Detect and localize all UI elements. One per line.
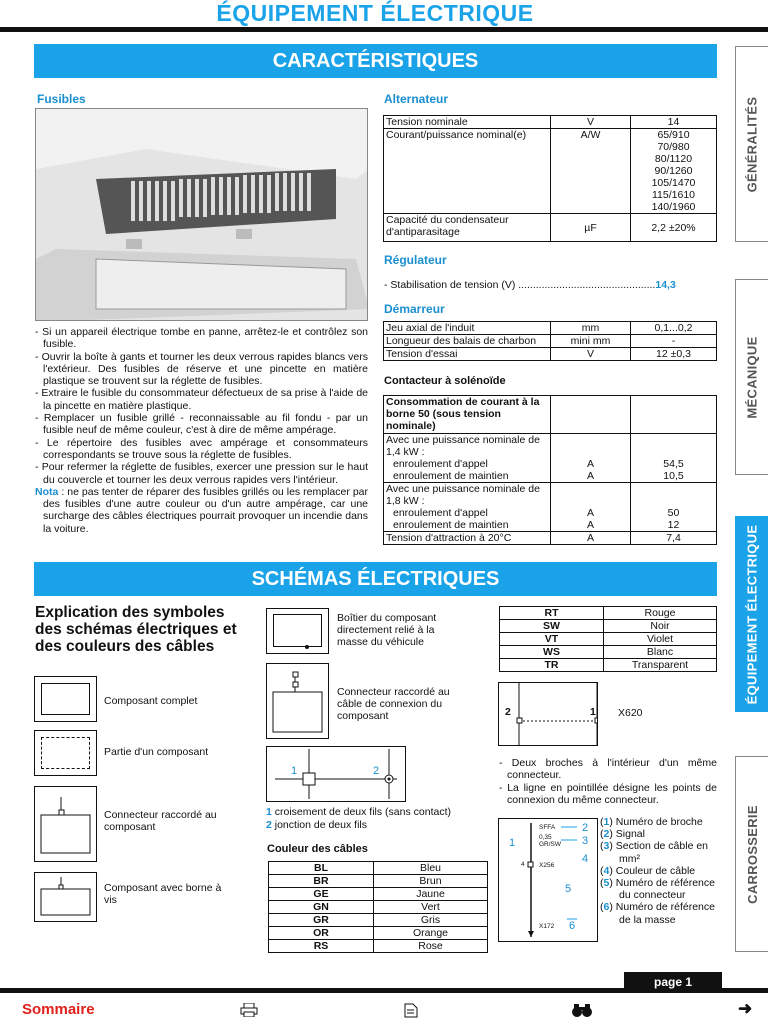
binoculars-icon-art: [571, 1002, 593, 1018]
cell-label: Tension nominale: [384, 116, 551, 129]
num: 6: [603, 901, 610, 914]
wire-crossing-art: [267, 747, 405, 801]
cell-value: [631, 483, 717, 532]
cell-label: Jeu axial de l'induit: [384, 322, 551, 335]
color-code: OR: [269, 927, 374, 940]
cell-label: [384, 434, 551, 483]
wire-spec: 0,35 GR/SW: [539, 834, 562, 848]
symbol-composant-complet: [34, 676, 97, 722]
color-name: Brun: [374, 875, 488, 888]
text: Section de câble en mm²: [615, 840, 708, 865]
unit: A: [586, 507, 594, 519]
tab-mecanique[interactable]: [735, 279, 768, 475]
table-row: [500, 620, 717, 633]
color-name: Rose: [374, 940, 488, 953]
text: Numéro de référence de la masse: [615, 901, 715, 926]
label-borne: Composant avec borne à vis: [104, 882, 222, 906]
table-row: [384, 434, 717, 483]
marker-2: 2: [373, 765, 380, 777]
table-row: [384, 214, 717, 242]
document-icon-art: [404, 1003, 418, 1018]
connector-ref: X256: [539, 862, 555, 869]
num: 2: [266, 819, 272, 831]
label-connecteur-cable: Connecteur raccordé au câble de connexion du composant: [337, 686, 450, 722]
regulateur-value: 14,3: [655, 279, 676, 291]
top-rule: [0, 27, 768, 32]
connector-x620-diagram: [498, 682, 598, 746]
table-row: [500, 607, 717, 620]
text: jonction de deux fils: [271, 819, 367, 831]
table-row: [269, 862, 488, 875]
text: Numéro de broche: [615, 816, 703, 828]
symbol-borne: [34, 872, 97, 922]
label-partie: Partie d'un composant: [104, 746, 209, 758]
pin-number: 4: [521, 861, 525, 868]
ground-ref: X172: [539, 923, 555, 930]
color-code: SW: [500, 620, 604, 633]
page-number: page 1: [624, 972, 722, 992]
color-name: Bleu: [374, 862, 488, 875]
value: 54,5: [663, 458, 684, 470]
color-code: VT: [500, 633, 604, 646]
row-sub: enroulement de maintien: [393, 519, 509, 531]
alternateur-table: [383, 115, 717, 242]
fusibles-heading: Fusibles: [37, 92, 86, 106]
wire-legend-diagram: [498, 818, 598, 942]
cell-label: Tension d'essai: [384, 348, 551, 361]
color-code: BR: [269, 875, 374, 888]
regulateur-heading: Régulateur: [384, 253, 447, 267]
symbol-dashed-box: [41, 737, 90, 769]
print-icon-art: [240, 1003, 258, 1017]
fusible-bullet: - Extraire le fusible du consommateur défectueux de sa prise à l'aide de la pincette en matière plastique.: [35, 387, 368, 412]
color-name: Blanc: [604, 646, 717, 659]
alternateur-heading: Alternateur: [384, 92, 449, 106]
label-boitier: Boîtier du composant directement relié à la masse du véhicule: [337, 612, 437, 648]
cell-unit: [551, 483, 631, 532]
contacteur-heading: Contacteur à solénoïde: [384, 375, 506, 387]
symbol-connecteur-cable: [266, 663, 329, 739]
fusible-bullet: - Si un appareil électrique tombe en panne, arrêtez-le et contrôlez son fusible.: [35, 326, 368, 351]
color-name: Rouge: [604, 607, 717, 620]
value: 12: [667, 519, 680, 531]
croisement-line: [266, 806, 451, 818]
row-title: Avec une puissance nominale de 1,4 kW :: [386, 434, 540, 458]
sommaire-link[interactable]: Sommaire: [22, 1001, 95, 1018]
cell-label: Tension d'attraction à 20°C: [384, 532, 551, 545]
document-icon[interactable]: [404, 1003, 418, 1018]
cell-unit: mini mm: [551, 335, 631, 348]
fusible-bullet: - Le répertoire des fusibles avec ampérage et consommateurs correspondants se trouve sous la réglette de fusibles.: [35, 436, 368, 461]
unit: A: [586, 470, 594, 482]
symbol-box: [273, 614, 322, 647]
connector-notes: [499, 757, 717, 806]
tab-carrosserie[interactable]: [735, 756, 768, 952]
legend-item: (2) Signal: [600, 828, 645, 841]
color-name: Orange: [374, 927, 488, 940]
table-row: [269, 927, 488, 940]
banner-caracteristiques: CARACTÉRISTIQUES: [34, 44, 717, 78]
tab-generalites[interactable]: [735, 46, 768, 242]
cell-label: Courant/puissance nominal(e): [384, 129, 551, 214]
couleurs-table-right: [499, 606, 717, 672]
cell-value: -: [631, 335, 717, 348]
cell-label: [384, 483, 551, 532]
row-title: Avec une puissance nominale de 1,8 kW :: [386, 483, 540, 507]
nota-text: : ne pas tenter de réparer des fusibles grillés ou les remplacer par des fusibles d'une autre couleur ou d'un autre ampérage, car une surcharge des câbles électriques pourrait provoquer un incendie dans la voiture.: [43, 485, 368, 535]
marker-1: 1: [291, 765, 298, 777]
fusible-bullet: - Remplacer un fusible grillé - reconnaissable au fil fondu - par un fusible neuf de même couleur, c'est à dire de même ampérage.: [35, 412, 368, 437]
note: - La ligne en pointillée désigne les points de connexion du même connecteur.: [499, 781, 717, 806]
cable-connector-art: [267, 664, 328, 738]
color-code: RS: [269, 940, 374, 953]
cell-value: 12 ±0,3: [631, 348, 717, 361]
label-composant-complet: Composant complet: [104, 695, 198, 707]
connector-symbol-art: [35, 787, 96, 861]
color-code: BL: [269, 862, 374, 875]
tab-label: CARROSSERIE: [744, 804, 760, 904]
symbol-croisement: [266, 746, 406, 802]
pin-2: 2: [505, 706, 511, 718]
fusibles-instructions: [35, 326, 368, 535]
couleurs-heading: Couleur des câbles: [267, 843, 368, 855]
cell-unit: mm: [551, 322, 631, 335]
symbol-connecteur: [34, 786, 97, 862]
note: - Deux broches à l'intérieur d'un même connecteur.: [499, 757, 717, 782]
table-row: [269, 888, 488, 901]
table-row: [269, 940, 488, 953]
color-name: Gris: [374, 914, 488, 927]
tab-equipement-electrique[interactable]: [735, 516, 768, 712]
legend-item: (3) Section de câble en mm²: [600, 840, 708, 865]
jonction-line: [266, 819, 367, 831]
num: 1: [266, 806, 272, 818]
table-row: [269, 914, 488, 927]
color-name: Jaune: [374, 888, 488, 901]
num: 1: [603, 816, 610, 828]
row-sub: enroulement d'appel: [393, 458, 488, 470]
callout-6: 6: [569, 920, 576, 932]
connector-label: X620: [618, 707, 643, 719]
legend-item: (6) Numéro de référence de la masse: [600, 901, 715, 926]
connector-art: [499, 683, 597, 745]
num: 5: [603, 877, 610, 890]
nota-label: Nota: [35, 485, 59, 498]
fusible-bullet: - Ouvrir la boîte à gants et tourner les deux verrous rapides blancs vers l'extérieur. Des fusibles de réserve et une pincette en matière plastique se trouvent sur la réglette de fusibles.: [35, 350, 368, 388]
legend-item: (4) Couleur de câble: [600, 864, 696, 877]
demarreur-table: [383, 321, 717, 361]
color-code: GR: [269, 914, 374, 927]
callout-5: 5: [565, 883, 572, 895]
signal-code: SFFA: [539, 824, 556, 831]
row-sub: enroulement d'appel: [393, 507, 488, 519]
cell-unit: [551, 434, 631, 483]
legend-list: [600, 816, 718, 926]
label-connecteur: Connecteur raccordé au composant: [104, 809, 217, 833]
color-code: TR: [500, 659, 604, 672]
table-row: [384, 335, 717, 348]
color-name: Noir: [604, 620, 717, 633]
num: 3: [603, 840, 610, 853]
table-row: [269, 875, 488, 888]
callout-4: 4: [582, 853, 589, 865]
unit: A: [586, 458, 594, 470]
couleurs-table-left: [268, 861, 488, 953]
unit: A: [586, 519, 594, 531]
color-code: WS: [500, 646, 604, 659]
pin-1: 1: [590, 706, 596, 718]
symbol-box: [41, 683, 90, 715]
table-row: [384, 129, 717, 214]
fusible-bullet: - Pour refermer la réglette de fusibles, exercer une pression sur le haut du couvercle et tourner les deux verrous rapides vers l'intérieur.: [35, 461, 368, 486]
table-row: [500, 633, 717, 646]
table-row: [269, 901, 488, 914]
cell-unit: µF: [551, 214, 631, 242]
table-row: [384, 532, 717, 545]
callout-1: 1: [509, 837, 516, 849]
legend-item: (1) Numéro de broche: [600, 816, 703, 828]
table-row: [500, 659, 717, 672]
contacteur-table: [383, 395, 717, 545]
cell-unit: A/W: [551, 129, 631, 214]
page-title: ÉQUIPEMENT ÉLECTRIQUE: [216, 0, 534, 26]
fuse-box-photo: [35, 108, 368, 321]
table-row: [384, 348, 717, 361]
legend-item: (5) Numéro de référence du connecteur: [600, 877, 715, 902]
binoculars-icon[interactable]: [571, 1002, 593, 1018]
callout-3: 3: [582, 835, 589, 847]
cell-label: Longueur des balais de charbon: [384, 335, 551, 348]
text: Numéro de référence du connecteur: [615, 877, 715, 902]
value: 50: [667, 507, 680, 519]
symbol-boitier-masse: [266, 608, 329, 654]
color-name: Transparent: [604, 659, 717, 672]
table-row: [384, 322, 717, 335]
cell-label: Consommation de courant à la borne 50 (sous tension nominale): [384, 396, 551, 434]
demarreur-heading: Démarreur: [384, 302, 445, 316]
cell-label: Capacité du condensateur d'antiparasitage: [384, 214, 551, 242]
cell-unit: A: [551, 532, 631, 545]
color-name: Vert: [374, 901, 488, 914]
cell-value: 0,1...0,2: [631, 322, 717, 335]
ground-dot: [305, 645, 309, 649]
color-code: RT: [500, 607, 604, 620]
tab-label: MÉCANIQUE: [744, 335, 760, 419]
print-icon[interactable]: [240, 1003, 258, 1017]
color-code: GN: [269, 901, 374, 914]
text: Signal: [615, 828, 645, 841]
table-row: [500, 646, 717, 659]
text: Couleur de câble: [615, 864, 696, 877]
cell-value: 7,4: [631, 532, 717, 545]
cell-value: [631, 434, 717, 483]
table-row: [384, 116, 717, 129]
symbol-partie: [34, 730, 97, 776]
cell-value: 2,2 ±20%: [631, 214, 717, 242]
num: 2: [603, 828, 610, 841]
value: 10,5: [663, 470, 684, 482]
fuse-box-illustration: [36, 109, 368, 321]
text: croisement de deux fils (sans contact): [271, 806, 452, 818]
tab-label: GÉNÉRALITÉS: [744, 96, 760, 192]
callout-2: 2: [582, 822, 589, 834]
row-sub: enroulement de maintien: [393, 470, 509, 482]
tab-label: ÉQUIPEMENT ÉLECTRIQUE: [744, 524, 760, 704]
num: 4: [603, 864, 610, 877]
nota: [35, 486, 368, 535]
next-page-arrow-icon[interactable]: ➜: [738, 999, 753, 1018]
cell-value: 14: [631, 116, 717, 129]
color-name: Violet: [604, 633, 717, 646]
cell-value: 65/910 70/980 80/1120 90/1260 105/1470 115/1610 140/1960: [631, 129, 717, 214]
symbols-title: Explication des symboles des schémas électriques et des couleurs des câbles: [35, 604, 237, 655]
banner-schemas: SCHÉMAS ÉLECTRIQUES: [34, 562, 717, 596]
color-code: GE: [269, 888, 374, 901]
table-row: [384, 396, 717, 434]
regulateur-line: [384, 279, 676, 291]
cell-unit: V: [551, 348, 631, 361]
regulateur-label: - Stabilisation de tension (V) ...............................................: [384, 279, 656, 291]
table-row: [384, 483, 717, 532]
screw-terminal-art: [35, 873, 96, 921]
cell-unit: V: [551, 116, 631, 129]
